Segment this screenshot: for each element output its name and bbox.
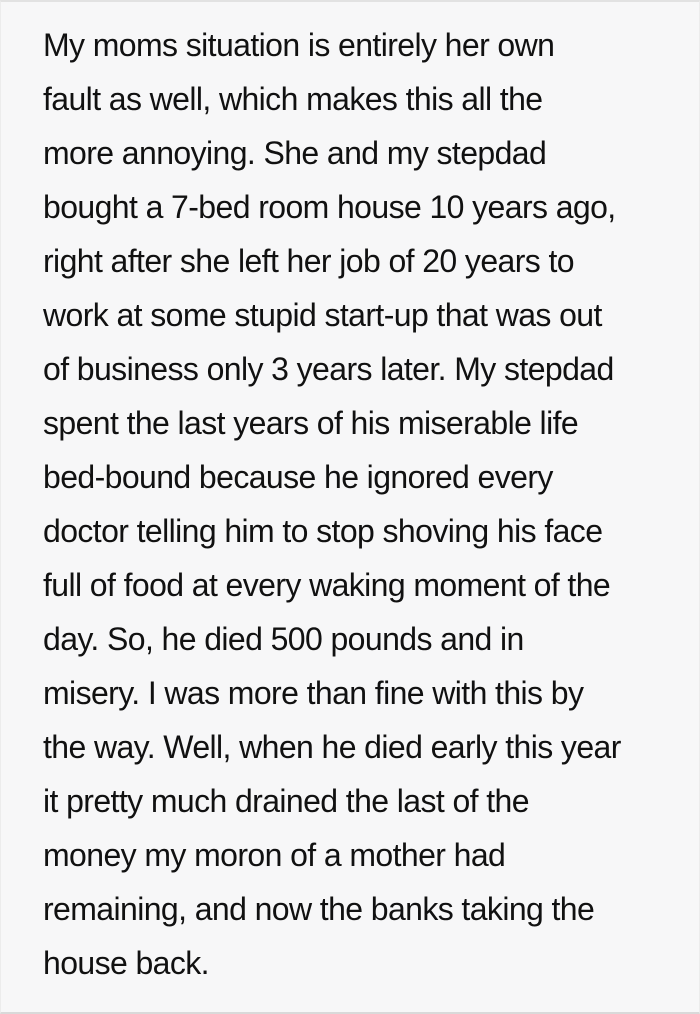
- post-paragraph: My moms situation is entirely her own fault as well, which makes this all the more annoying. She and my stepdad bought a 7-bed room house 10 years ago, right after she left her job of 20 years to work at some stupid start-up that was out of business only 3 years later. My stepdad spent the last years of his miserable life bed-bound because he ignored every doctor telling him to stop shoving his face full of food at every waking moment of the day. So, he died 500 pounds and in misery. I was more than fine with this by the way. Well, when he died early this year it pretty much drained the last of the money my moron of a mother had remaining, and now the banks taking the house back.: [43, 27, 621, 981]
